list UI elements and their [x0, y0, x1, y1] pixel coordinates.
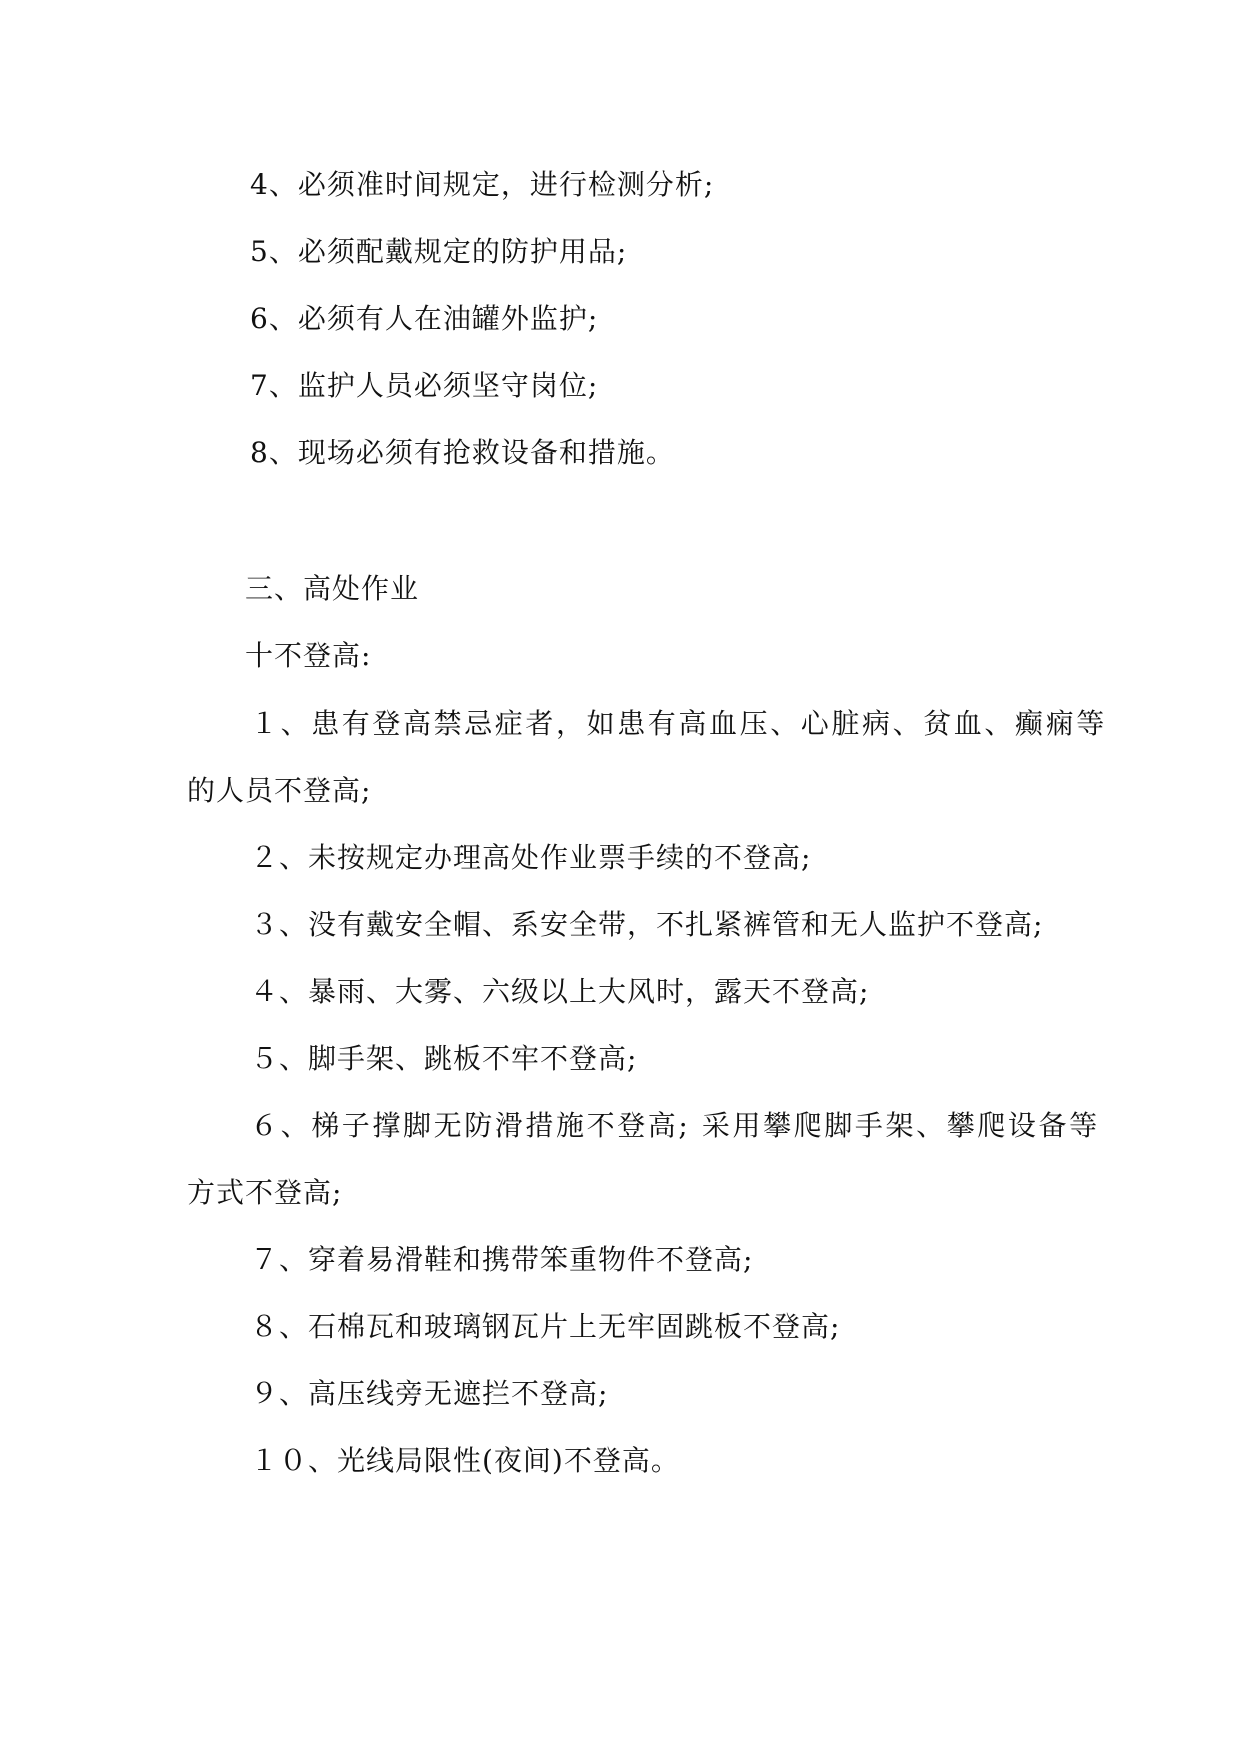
rule-1: １、患有登高禁忌症者，如患有高血压、心脏病、贫血、癫痫等	[250, 707, 1107, 740]
rule-6: ６、梯子撑脚无防滑措施不登高; 采用攀爬脚手架、攀爬设备等	[250, 1109, 1100, 1142]
rule-10: １０、光线局限性(夜间)不登高。	[250, 1444, 680, 1477]
list-item-6: 6、必须有人在油罐外监护;	[250, 302, 599, 335]
subheading: 十不登高:	[245, 639, 372, 672]
rule-5: ５、脚手架、跳板不牢不登高;	[250, 1042, 638, 1075]
rule-4: ４、暴雨、大雾、六级以上大风时，露天不登高;	[250, 975, 870, 1008]
list-item-8: 8、现场必须有抢救设备和措施。	[250, 436, 675, 469]
rule-3: ３、没有戴安全帽、系安全带，不扎紧裤管和无人监护不登高;	[250, 908, 1044, 941]
list-item-5: 5、必须配戴规定的防护用品;	[250, 235, 628, 268]
section-heading: 三、高处作业	[245, 572, 420, 605]
rule-9: ９、高压线旁无遮拦不登高;	[250, 1377, 609, 1410]
rule-6-continued: 方式不登高;	[187, 1176, 343, 1209]
rule-1-continued: 的人员不登高;	[187, 774, 372, 807]
rule-8: ８、石棉瓦和玻璃钢瓦片上无牢固跳板不登高;	[250, 1310, 841, 1343]
list-item-7: 7、监护人员必须坚守岗位;	[250, 369, 599, 402]
list-item-4: 4、必须准时间规定，进行检测分析;	[250, 168, 715, 201]
rule-2: ２、未按规定办理高处作业票手续的不登高;	[250, 841, 812, 874]
rule-7: ７、穿着易滑鞋和携带笨重物件不登高;	[250, 1243, 754, 1276]
